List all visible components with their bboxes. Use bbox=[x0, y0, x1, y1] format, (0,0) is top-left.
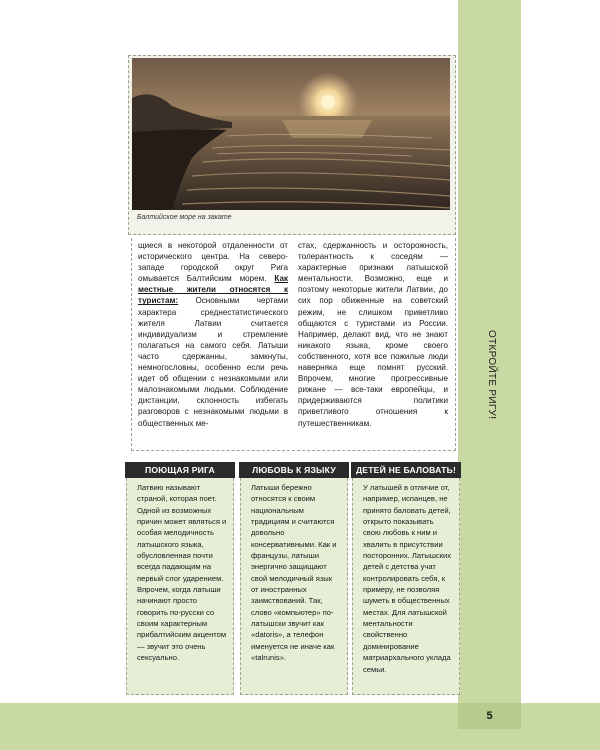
text-column-right bbox=[298, 240, 448, 429]
photo-caption: Балтийское море на закате bbox=[137, 214, 232, 221]
sidebar-box-singing-riga bbox=[126, 463, 234, 695]
box-text: Латвию называют страной, которая поет. Одной из возможных причин может являться и особая мелодичность латышского языка, обусловленная почти всегда падающим на первый слог ударением. Впрочем, когда латыши начинают просто говорить по-русски со своим характерным прибалтийским акцентом — звучит это очень сексуально. bbox=[137, 483, 227, 663]
section-title-vertical: ОТКРОЙТЕ РИГУ! bbox=[486, 330, 497, 420]
page-number: 5 bbox=[458, 703, 521, 729]
sidebar-box-children bbox=[352, 463, 460, 695]
sunset-sea-photo bbox=[132, 58, 450, 210]
text-column-left bbox=[138, 240, 288, 429]
box-text: Латыши бережно относятся к своим национальным традициям и считаются довольно консервативными. Как и французы, латыши энергично защищают свой мелодичный язык от иностранных заимствований. Так, слово «компьютер» по-латышски звучит как «datoris», а телефон именуется не иначе как «talrunis». bbox=[251, 483, 337, 663]
box-text: У латышей в отличие от, например, испанцев, не принято баловать детей, открыто показывать свою любовь к ним и хвалить в присутствии посторонних. Латышских детей с детства учат контролировать себя, к примеру, не позволяя шуметь в общественных местах. Для латышской ментальности свойственно доминирование матриархального уклада семьи. bbox=[363, 483, 452, 674]
main-text-block bbox=[131, 238, 456, 451]
box-title: ПОЮЩАЯ РИГА bbox=[125, 462, 235, 478]
body-paragraph-continued: стах, сдержанность и осторожность, толерантность к соседям — характерные признаки латышской ментальности. Возможно, еще и поэтому некоторые жители Латвии, до сих пор обиженные на советский режим, не слишком приветливо общаются с туристами из России. Например, делают вид, что не знают никакого языка, кроме своего собственного, хотя все пожилые люди наверняка еще помнят русский. Впрочем, многие прогрессивные рижане — все-таки европейцы, и придерживаются политики приветливого отношения к путешественникам. bbox=[298, 241, 448, 428]
section-heading: Как местные жители относятся к туристам: bbox=[138, 274, 289, 306]
sidebar-box-language-love bbox=[240, 463, 348, 695]
body-paragraph: Основными чертами характера среднестатистического жителя Латвии считается индивидуализм и стремление полагаться на самого себя. Латыши часто сдержанны, замкнуты, немногословны, особенно если речь идет об общении с незнакомыми или малознакомыми людьми. Соблюдение дистанции, склонность избегать разговоров с незнакомыми людьми в общественных ме- bbox=[138, 296, 288, 428]
box-title: ЛЮБОВЬ К ЯЗЫКУ bbox=[239, 462, 349, 478]
intro-paragraph: щиеся в некоторой отдаленности от исторического центра. На северо-западе городской округ Рига омывается Балтийским морем. bbox=[138, 241, 288, 284]
box-title: ДЕТЕЙ НЕ БАЛОВАТЬ! bbox=[351, 462, 461, 478]
